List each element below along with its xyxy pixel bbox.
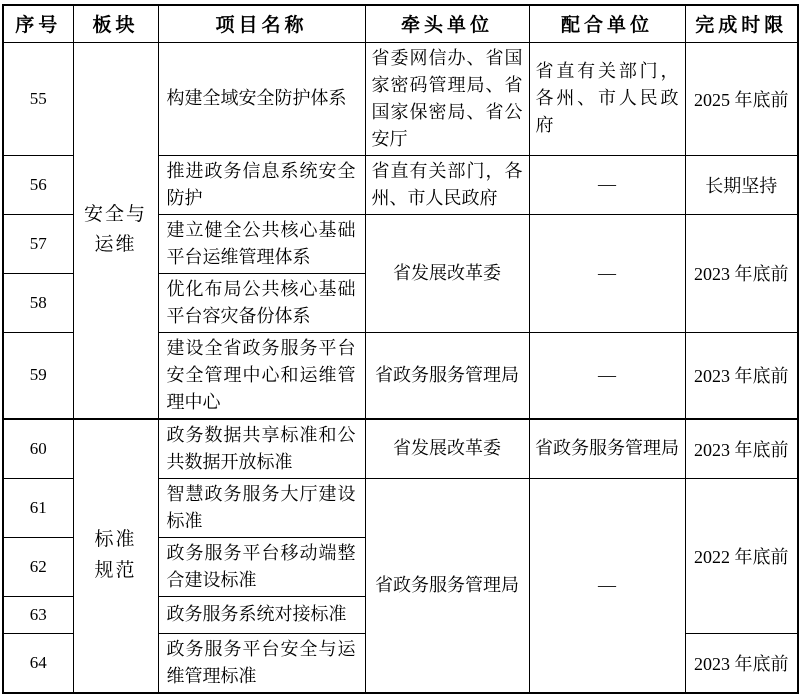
block-label-line: 运维 xyxy=(94,234,137,255)
block-label-line: 标准 xyxy=(94,529,137,551)
header-lead: 牵头单位 xyxy=(365,5,529,42)
project-cell: 建设全省政务服务平台安全管理中心和运维管理中心 xyxy=(158,332,365,419)
support-unit-cell: — xyxy=(529,332,685,419)
header-block: 板块 xyxy=(73,5,158,42)
block-cell-standards xyxy=(73,419,158,693)
table-row-55 xyxy=(3,42,798,155)
project-cell: 建立健全公共核心基础平台运维管理体系 xyxy=(158,214,365,273)
deadline-cell-merged: 2023 年底前 xyxy=(685,214,798,332)
project-cell: 政务服务平台移动端整合建设标准 xyxy=(158,537,365,596)
project-cell: 构建全域安全防护体系 xyxy=(158,42,365,155)
block-label-line: 安全与 xyxy=(83,203,147,225)
support-unit-cell-merged: — xyxy=(529,214,685,332)
project-schedule-table xyxy=(2,4,799,694)
lead-unit-cell: 省发展改革委 xyxy=(365,419,529,479)
seq-cell: 59 xyxy=(3,332,73,419)
support-unit-cell: 省政务服务管理局 xyxy=(529,419,685,479)
lead-unit-cell-merged: 省政务服务管理局 xyxy=(365,478,529,693)
seq-cell: 60 xyxy=(3,419,73,479)
header-row xyxy=(3,5,798,42)
project-cell: 政务服务系统对接标准 xyxy=(158,596,365,633)
project-cell: 政务数据共享标准和公共数据开放标准 xyxy=(158,419,365,479)
deadline-cell: 长期坚持 xyxy=(685,155,798,214)
seq-cell: 56 xyxy=(3,155,73,214)
deadline-cell: 2023 年底前 xyxy=(685,419,798,479)
project-cell: 政务服务平台安全与运维管理标准 xyxy=(158,633,365,693)
deadline-cell: 2023 年底前 xyxy=(685,332,798,419)
seq-cell: 58 xyxy=(3,273,73,332)
seq-cell: 61 xyxy=(3,478,73,537)
seq-cell: 63 xyxy=(3,596,73,633)
support-unit-cell: — xyxy=(529,155,685,214)
header-seq: 序号 xyxy=(3,5,73,42)
deadline-cell-merged: 2022 年底前 xyxy=(685,478,798,633)
deadline-cell: 2025 年底前 xyxy=(685,42,798,155)
support-unit-cell-merged: — xyxy=(529,478,685,693)
header-project: 项目名称 xyxy=(158,5,365,42)
seq-cell: 57 xyxy=(3,214,73,273)
support-unit-cell: 省直有关部门，各州、市人民政府 xyxy=(529,42,685,155)
project-cell: 智慧政务服务大厅建设标准 xyxy=(158,478,365,537)
seq-cell: 62 xyxy=(3,537,73,596)
block-label-line: 规范 xyxy=(94,559,137,581)
project-cell: 优化布局公共核心基础平台容灾备份体系 xyxy=(158,273,365,332)
header-deadline: 完成时限 xyxy=(685,5,798,42)
lead-unit-cell: 省委网信办、省国家密码管理局、省国家保密局、省公安厅 xyxy=(365,42,529,155)
lead-unit-cell: 省直有关部门，各州、市人民政府 xyxy=(365,155,529,214)
seq-cell: 64 xyxy=(3,633,73,693)
lead-unit-cell-merged: 省发展改革委 xyxy=(365,214,529,332)
deadline-cell: 2023 年底前 xyxy=(685,633,798,693)
lead-unit-cell: 省政务服务管理局 xyxy=(365,332,529,419)
block-cell-security-ops xyxy=(73,42,158,419)
header-support: 配合单位 xyxy=(529,5,685,42)
table-row-60 xyxy=(3,419,798,479)
project-cell: 推进政务信息系统安全防护 xyxy=(158,155,365,214)
seq-cell: 55 xyxy=(3,42,73,155)
